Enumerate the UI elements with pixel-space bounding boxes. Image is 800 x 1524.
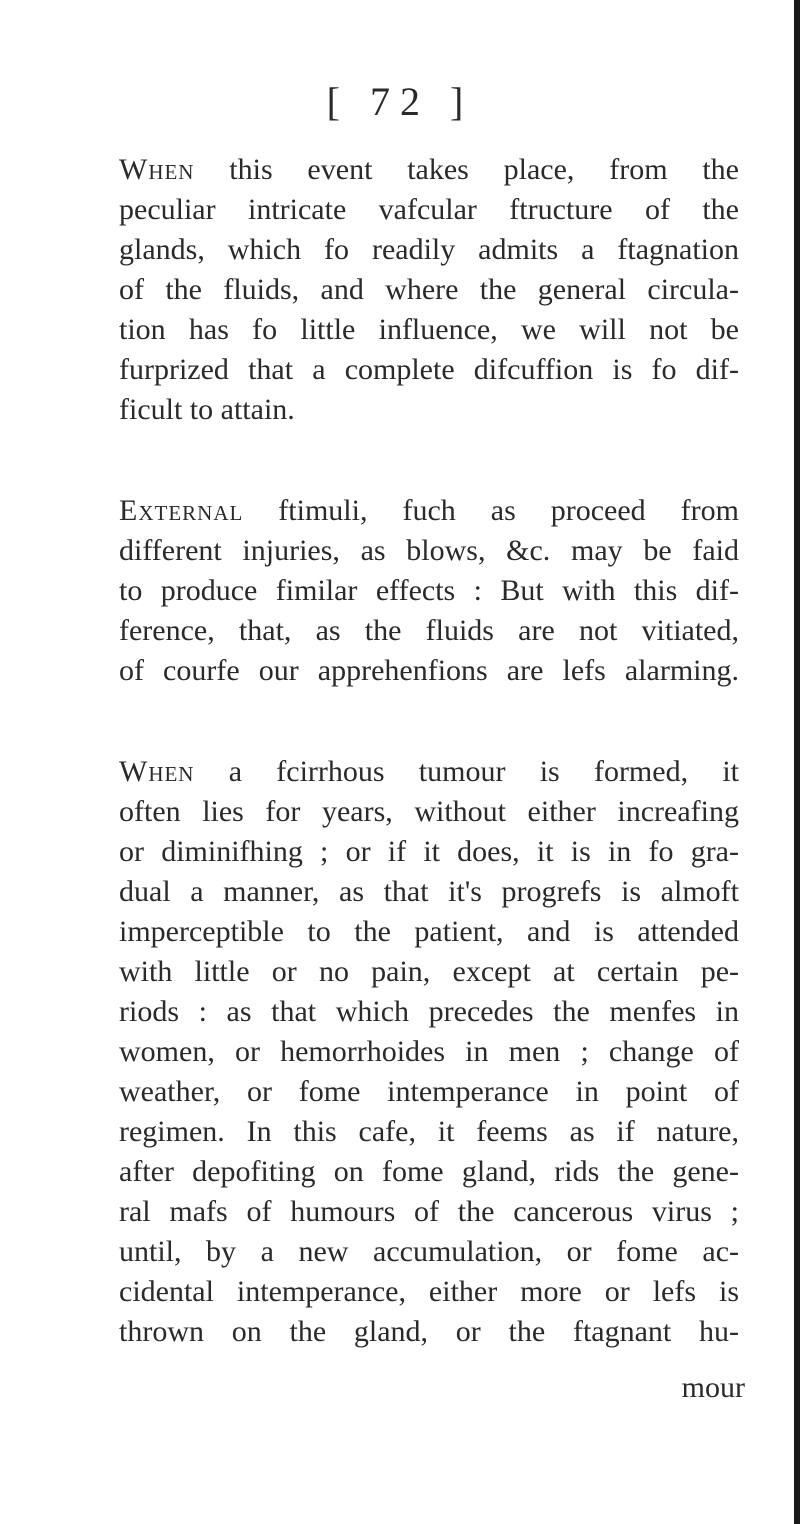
- text-line: of the fluids, and where the general circula-: [119, 273, 739, 306]
- text-line: furprized that a complete difcuffion is fo dif-: [119, 353, 739, 386]
- page-number: [ 72 ]: [326, 79, 474, 124]
- text-line: until, by a new accumulation, or fome ac-: [119, 1235, 739, 1268]
- text-line: regimen. In this cafe, it feems as if nature,: [119, 1115, 739, 1148]
- line-text: ftimuli, fuch as proceed from: [243, 494, 739, 527]
- text-line: [119, 752, 739, 792]
- paragraph-gap: [119, 691, 739, 752]
- text-line: tion has fo little influence, we will not be: [119, 313, 739, 346]
- line-text: a fcirrhous tumour is formed, it: [194, 755, 739, 788]
- text-line: imperceptible to the patient, and is attended: [119, 915, 739, 948]
- catchword: mour: [681, 1371, 745, 1404]
- line-text: this event takes place, from the: [194, 153, 739, 186]
- paragraph-3: [119, 752, 739, 1352]
- page-edge-shadow: [794, 0, 800, 1524]
- text-line: women, or hemorrhoides in men ; change of: [119, 1035, 739, 1068]
- text-line: glands, which fo readily admits a ftagnation: [119, 233, 739, 266]
- text-line: often lies for years, without either increafing: [119, 795, 739, 828]
- paragraph-lead-word: When: [119, 755, 195, 788]
- paragraph-lead-word: When: [119, 153, 195, 186]
- text-line: different injuries, as blows, &c. may be faid: [119, 534, 739, 567]
- text-line: [119, 491, 739, 531]
- text-line: dual a manner, as that it's progrefs is almoft: [119, 875, 739, 908]
- text-line: after depofiting on fome gland, rids the gene-: [119, 1155, 739, 1188]
- text-line: thrown on the gland, or the ftagnant hu-: [119, 1315, 739, 1348]
- text-line: with little or no pain, except at certain pe-: [119, 955, 739, 988]
- paragraph-gap: [119, 430, 739, 491]
- text-line: [119, 150, 739, 190]
- text-line: riods : as that which precedes the menfes in: [119, 995, 739, 1028]
- paragraph-2: [119, 491, 739, 691]
- paragraph-lead-word: External: [119, 494, 244, 527]
- text-line: ficult to attain.: [119, 393, 295, 426]
- text-line: ral mafs of humours of the cancerous virus ;: [119, 1195, 739, 1228]
- text-line: ference, that, as the fluids are not vitiated,: [119, 614, 739, 647]
- body-text: [119, 150, 739, 1352]
- text-line: peculiar intricate vafcular ftructure of the: [119, 193, 739, 226]
- text-line: cidental intemperance, either more or lefs is: [119, 1275, 739, 1308]
- paragraph-1: [119, 150, 739, 430]
- text-line: weather, or fome intemperance in point of: [119, 1075, 739, 1108]
- text-line: to produce fimilar effects : But with this dif-: [119, 574, 739, 607]
- text-line: of courfe our apprehenfions are lefs alarming.: [119, 654, 739, 687]
- text-line: or diminifhing ; or if it does, it is in fo gra-: [119, 835, 739, 868]
